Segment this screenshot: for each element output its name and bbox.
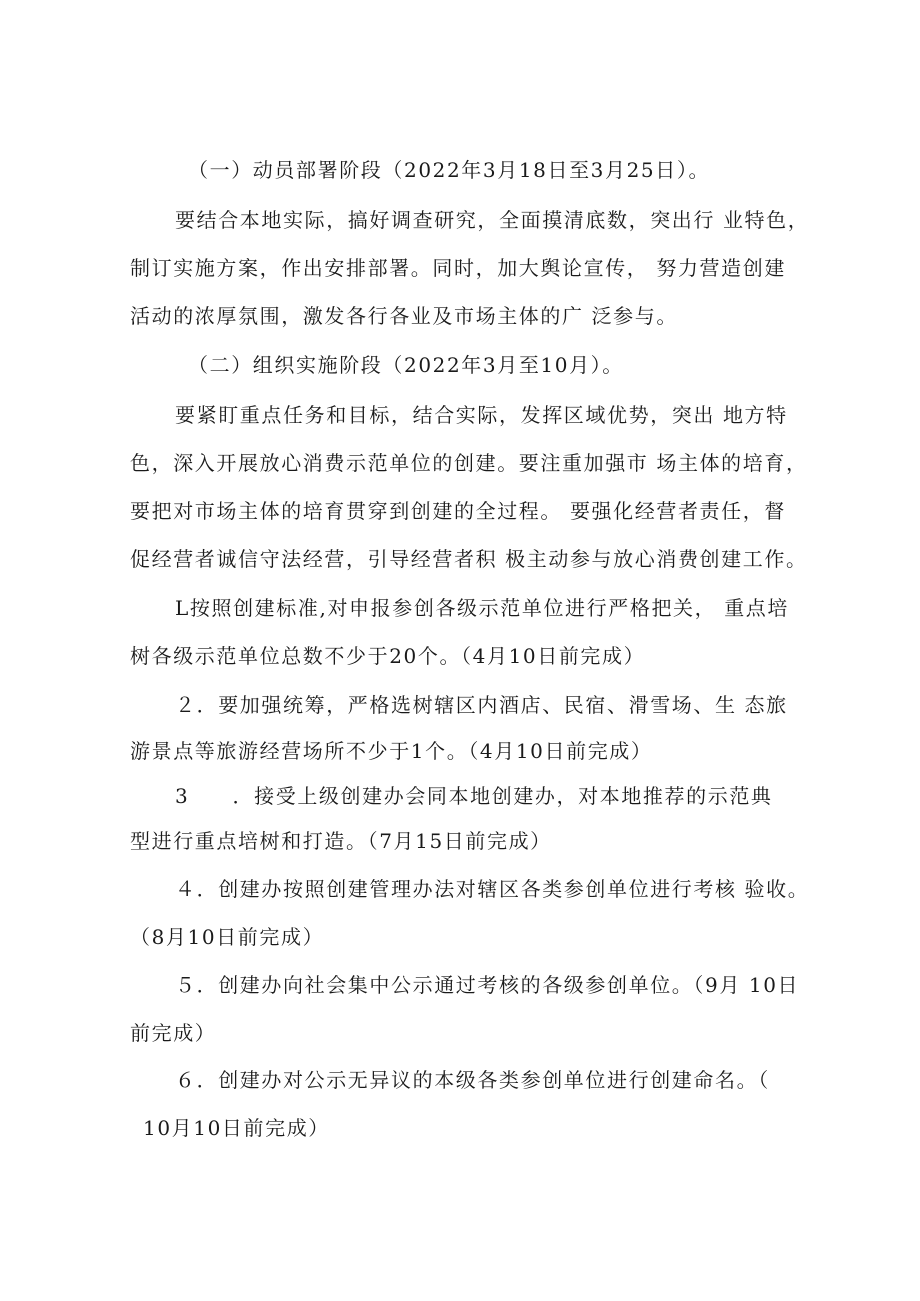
section-heading-mobilization: （一）动员部署阶段（2022年3月18日至3月25日）。 xyxy=(188,158,711,182)
list-item-4-line: （8月10日前完成） xyxy=(130,925,325,949)
list-item-4-line: ４．创建办按照创建管理办法对辖区各类参创单位进行考核 验收。 xyxy=(175,877,810,901)
list-item-6-line: 10月10日前完成） xyxy=(143,1116,330,1140)
list-item-2-line: ２．要加强统筹，严格选树辖区内酒店、民宿、滑雪场、生 态旅 xyxy=(175,693,788,717)
list-item-3-line: 型进行重点培树和打造。（7月15日前完成） xyxy=(130,829,552,853)
list-item-5-line: 前完成） xyxy=(130,1021,217,1045)
paragraph-line: 要把对市场主体的培育贯穿到创建的全过程。 要强化经营者责任，督 xyxy=(130,499,786,523)
list-item-1-line: 树各级示范单位总数不少于20个。（4月10日前完成） xyxy=(130,644,646,668)
paragraph-line: 要结合本地实际，搞好调查研究，全面摸清底数，突出行 业特色， xyxy=(175,208,810,232)
paragraph-line: 制订实施方案，作出安排部署。同时，加大舆论宣传， 努力营造创建 xyxy=(130,256,786,280)
paragraph-line: 要紧盯重点任务和目标，结合实际，发挥区域优势，突出 地方特 xyxy=(175,403,788,427)
list-item-5-line: ５．创建办向社会集中公示通过考核的各级参创单位。（9月 10日 xyxy=(175,973,800,997)
list-item-2-line: 游景点等旅游经营场所不少于1个。（4月10日前完成） xyxy=(130,739,653,763)
list-item-1-line: L按照创建标准,对申报参创各级示范单位进行严格把关， 重点培 xyxy=(175,596,789,620)
section-heading-implementation: （二）组织实施阶段（2022年3月至10月）。 xyxy=(188,353,624,377)
list-item-6-line: ６．创建办对公示无异议的本级各类参创单位进行创建命名。（ xyxy=(175,1068,770,1092)
list-item-3-line: 3 ．接受上级创建办会同本地创建办，对本地推荐的示范典 xyxy=(175,784,773,808)
paragraph-line: 促经营者诚信守法经营，引导经营者积 极主动参与放心消费创建工作。 xyxy=(130,547,808,571)
paragraph-line: 活动的浓厚氛围，激发各行各业及市场主体的广 泛参与。 xyxy=(130,304,678,328)
paragraph-line: 色，深入开展放心消费示范单位的创建。要注重加强市 场主体的培育， xyxy=(130,451,808,475)
